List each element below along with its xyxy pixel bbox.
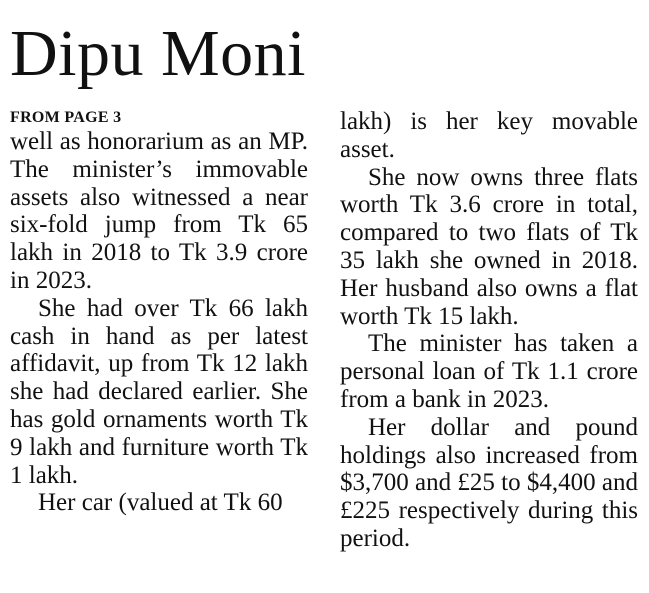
paragraph: lakh) is her key movable asset. (340, 108, 638, 163)
left-text-column (10, 108, 308, 517)
right-text-column (340, 108, 638, 553)
paragraph: The minister has taken a personal loan of Tk 1.1 crore from a bank in 2023. (340, 330, 638, 413)
paragraph: well as honorarium as an MP. The minister’s immovable assets also witnessed a near six-fold jump from Tk 65 lakh in 2018 to Tk 3.9 crore in 2023. (10, 128, 308, 294)
paragraph: Her car (valued at Tk 60 (38, 489, 283, 517)
paragraph: She had over Tk 66 lakh cash in hand as per latest affidavit, up from Tk 12 lakh she had declared earlier. She has gold ornaments worth Tk 9 lakh and furniture worth Tk 1 lakh. (10, 294, 308, 489)
continuation-label: FROM PAGE 3 (10, 109, 122, 126)
paragraph: She now owns three flats worth Tk 3.6 crore in total, compared to two flats of Tk 35 lakh she owned in 2018. Her husband also owns a flat worth Tk 15 lakh. (340, 163, 638, 330)
paragraph: Her dollar and pound holdings also increased from $3,700 and £25 to $4,400 and £225 respectively during this period. (340, 413, 638, 552)
article-headline: Dipu Moni (10, 17, 307, 90)
